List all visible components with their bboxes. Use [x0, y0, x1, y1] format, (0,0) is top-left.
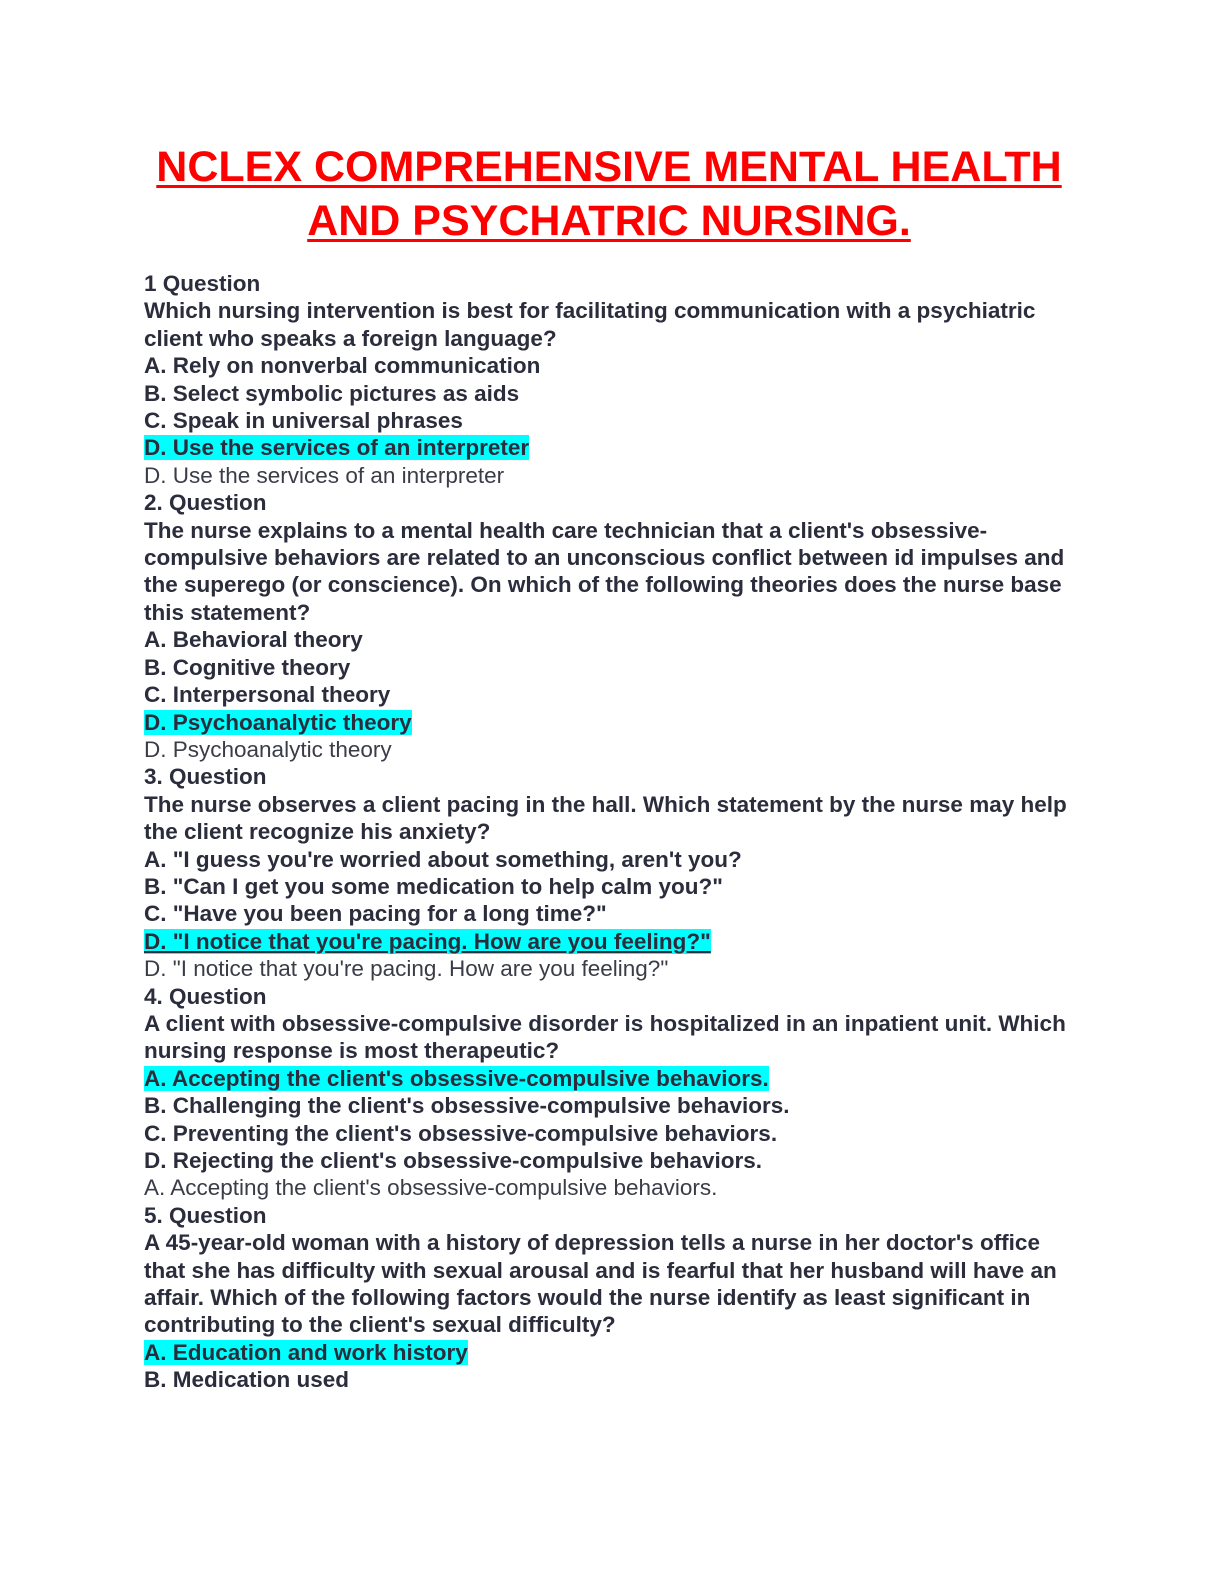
option-a: A. "I guess you're worried about something, aren't you? — [144, 846, 742, 872]
title-line-1: NCLEX COMPREHENSIVE MENTAL HEALTH — [156, 143, 1062, 191]
option-c: C. "Have you been pacing for a long time?" — [144, 901, 607, 927]
option-a: A. Behavioral theory — [144, 627, 363, 653]
question-heading: 2. Question — [144, 490, 267, 516]
answer-line: D. Use the services of an interpreter — [144, 462, 505, 488]
question-stem: Which nursing intervention is best for facilitating communication with a psychiatric client who speaks a foreign language? — [144, 298, 1036, 351]
option-c: C. Speak in universal phrases — [144, 408, 463, 434]
question-stem: The nurse observes a client pacing in the hall. Which statement by the nurse may help the client recognize his anxiety? — [144, 791, 1067, 845]
option-b: B. Challenging the client's obsessive-compulsive behaviors. — [144, 1093, 790, 1119]
question-3 — [144, 763, 1074, 982]
answer-line: A. Accepting the client's obsessive-compulsive behaviors. — [144, 1175, 718, 1201]
option-b: B. "Can I get you some medication to help calm you?" — [144, 873, 723, 899]
title-line-2: AND PSYCHATRIC NURSING. — [307, 197, 911, 245]
question-2 — [144, 489, 1074, 763]
document-page — [144, 140, 1074, 1394]
option-d-highlighted: D. Psychoanalytic theory — [144, 709, 412, 735]
option-b: B. Medication used — [144, 1367, 350, 1393]
question-stem: A client with obsessive-compulsive disorder is hospitalized in an inpatient unit. Which nursing response is most therapeutic? — [144, 1010, 1066, 1064]
option-d-highlighted: D. Use the services of an interpreter — [144, 435, 530, 461]
option-a-highlighted: A. Education and work history — [144, 1339, 468, 1365]
question-heading: 1 Question — [144, 271, 261, 296]
question-5 — [144, 1202, 1074, 1394]
question-heading: 5. Question — [144, 1202, 267, 1228]
option-b: B. Cognitive theory — [144, 654, 351, 680]
answer-line: D. "I notice that you're pacing. How are you feeling?" — [144, 956, 669, 982]
question-4 — [144, 983, 1074, 1202]
option-a-highlighted: A. Accepting the client's obsessive-compulsive behaviors. — [144, 1065, 769, 1091]
option-d-highlighted: D. "I notice that you're pacing. How are you feeling?" — [144, 928, 711, 954]
option-b: B. Select symbolic pictures as aids — [144, 380, 520, 406]
question-list — [144, 270, 1074, 1394]
option-d: D. Rejecting the client's obsessive-compulsive behaviors. — [144, 1148, 763, 1173]
answer-line: D. Psychoanalytic theory — [144, 736, 392, 762]
question-1 — [144, 270, 1074, 489]
question-heading: 3. Question — [144, 764, 267, 790]
option-c: C. Preventing the client's obsessive-compulsive behaviors. — [144, 1120, 778, 1146]
question-heading: 4. Question — [144, 983, 267, 1009]
question-stem: The nurse explains to a mental health care technician that a client's obsessive-compulsive behaviors are related to an unconscious conflict between id impulses and the superego (or conscience). On which of the following theories does the nurse base this statement? — [144, 517, 1065, 625]
document-title — [144, 140, 1074, 248]
question-stem: A 45-year-old woman with a history of depression tells a nurse in her doctor's office that she has difficulty with sexual arousal and is fearful that her husband will have an affair. Which of the following factors would the nurse identify as least significant in contributing to the client's sexual difficulty? — [144, 1230, 1057, 1338]
option-a: A. Rely on nonverbal communication — [144, 353, 541, 379]
option-c: C. Interpersonal theory — [144, 682, 391, 708]
